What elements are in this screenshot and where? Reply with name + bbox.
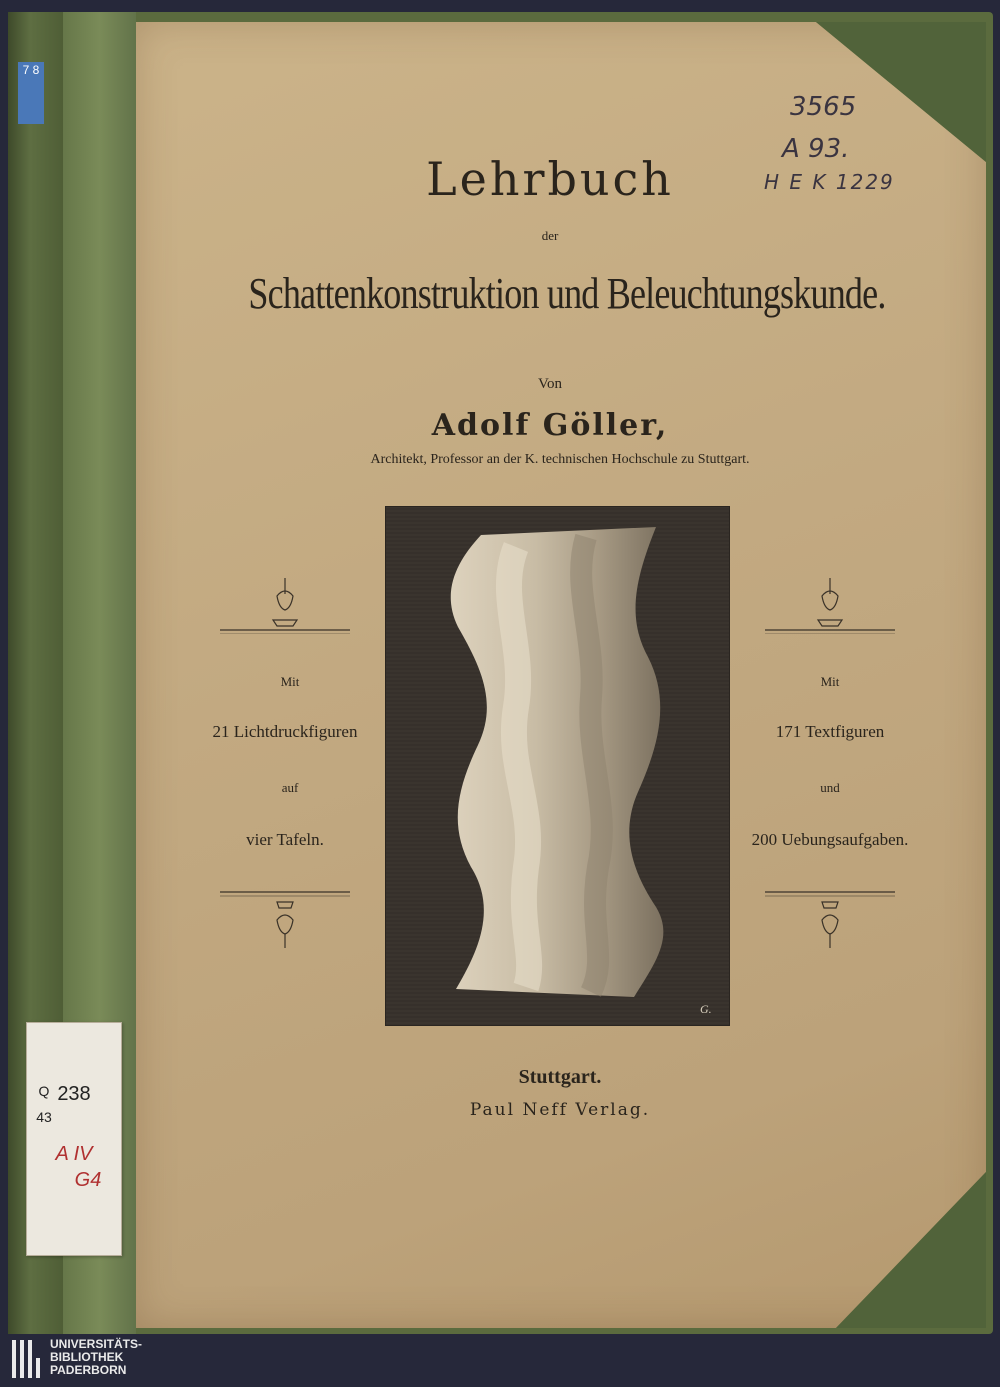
left-auf: auf [281, 780, 299, 795]
right-textfiguren: 171 Textfiguren [775, 722, 885, 741]
logo-line-3: PADERBORN [50, 1363, 127, 1377]
right-und: und [820, 780, 840, 795]
left-tafeln: vier Tafeln. [246, 830, 324, 849]
sticker-line-5: G4 [74, 1169, 102, 1191]
sticker-line-1: Q [38, 1083, 50, 1099]
logo-line-1: UNIVERSITÄTS- [50, 1337, 143, 1351]
author-affiliation: Architekt, Professor an der K. technischen Hochschule zu Stuttgart. [370, 452, 750, 467]
library-call-number-sticker [26, 1022, 122, 1256]
left-lichtdruck: 21 Lichtdruckfiguren [212, 722, 358, 741]
handwritten-number: 3565 [790, 92, 857, 122]
library-logo [10, 1336, 210, 1382]
ornament-top-right-icon [760, 574, 900, 634]
ornament-bottom-left-icon [215, 890, 355, 950]
plate-monogram: G. [700, 1002, 712, 1016]
title-main: Lehrbuch [426, 152, 674, 206]
publisher-city: Stuttgart. [518, 1066, 602, 1088]
illustration-plate [385, 506, 730, 1026]
handwritten-catalog-code: H E K 1229 [764, 170, 895, 194]
right-uebungsaufgaben: 200 Uebungsaufgaben. [751, 830, 909, 849]
sticker-line-3: 43 [36, 1109, 52, 1125]
spine-label: 7 8 [18, 62, 44, 124]
ornament-top-left-icon [215, 574, 355, 634]
logo-line-2: BIBLIOTHEK [50, 1350, 124, 1364]
sticker-line-4: A IV [55, 1143, 93, 1165]
title-subtitle: Schattenkonstruktion und Beleuchtungskunde. [248, 269, 886, 318]
left-mit: Mit [280, 674, 300, 689]
ornament-bottom-right-icon [760, 890, 900, 950]
wavy-surface-illustration [386, 507, 729, 1025]
title-connector: der [541, 228, 559, 243]
publisher-name: Paul Neff Verlag. [469, 1100, 651, 1120]
right-mit: Mit [820, 674, 840, 689]
handwritten-signature-code: A 93. [782, 134, 850, 164]
sticker-line-2: 238 [57, 1083, 91, 1105]
by-line: Von [538, 376, 562, 392]
library-logo-icon [10, 1340, 44, 1378]
author-name: Adolf Göller, [431, 408, 669, 443]
